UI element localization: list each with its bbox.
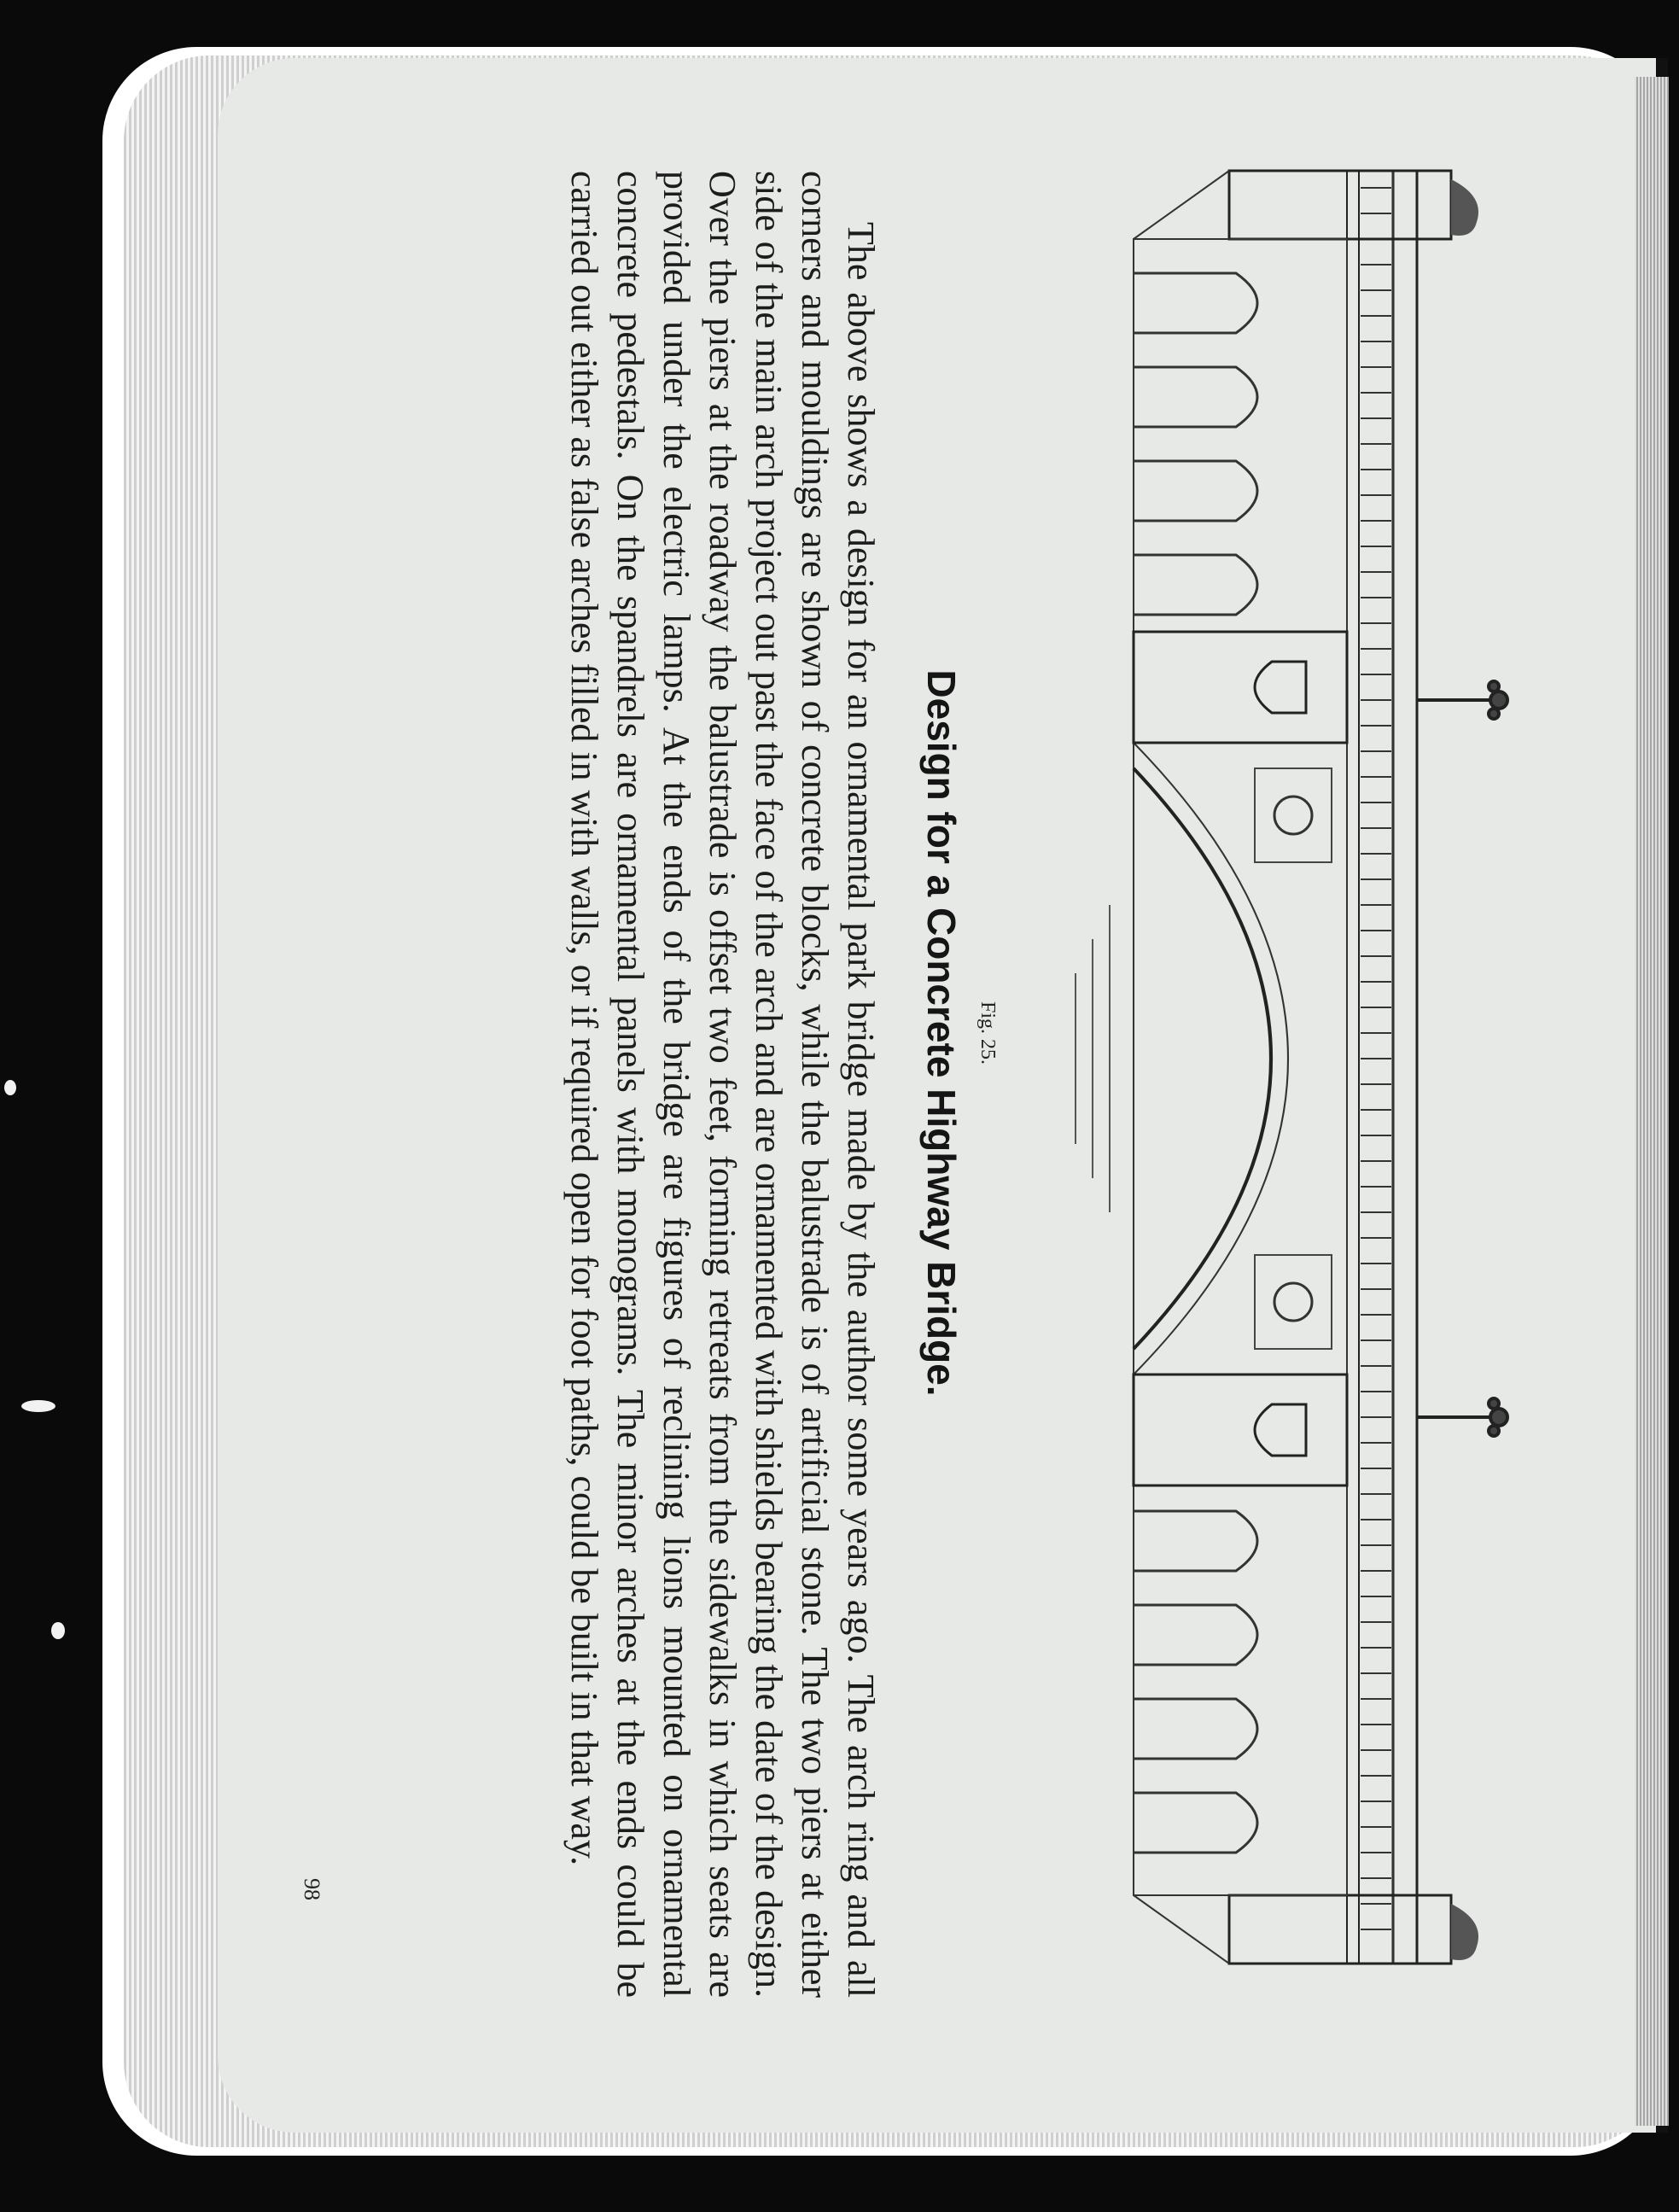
margin-smudge bbox=[21, 1400, 55, 1412]
bridge-illustration bbox=[1016, 154, 1511, 1981]
body-paragraph: The above shows a design for an ornamental park bridge made by the author some years ago. The arch ring and all corners and mouldings are shown of concrete blocks, while the balustrade is of artificial stone. The two piers at either side of the main arch project out past the face of the arch and are ornamented with shields bearing the date of the design. Over the piers at the roadway the balustrade is offset two feet, forming retreats from the sidewalks in which seats are provided under the electric lamps. At the ends of the bridge are figures of reclining lions mounted on ornamental concrete pedestals. On the spandrels are ornamental panels with monograms. The minor arches at the ends could be carried out either as false arches filled in with walls, or if required open for foot paths, could be built in that way. bbox=[563, 171, 882, 1998]
book-right-edge bbox=[1635, 77, 1669, 2126]
rotated-page-content bbox=[300, 120, 1511, 1998]
page-number: 98 bbox=[300, 1878, 324, 1900]
margin-smudge bbox=[51, 1622, 65, 1639]
figure-number: Fig. 25. bbox=[977, 1001, 999, 1065]
margin-smudge bbox=[4, 1080, 16, 1095]
figure-title: Design for a Concrete Highway Bridge. bbox=[919, 669, 964, 1397]
